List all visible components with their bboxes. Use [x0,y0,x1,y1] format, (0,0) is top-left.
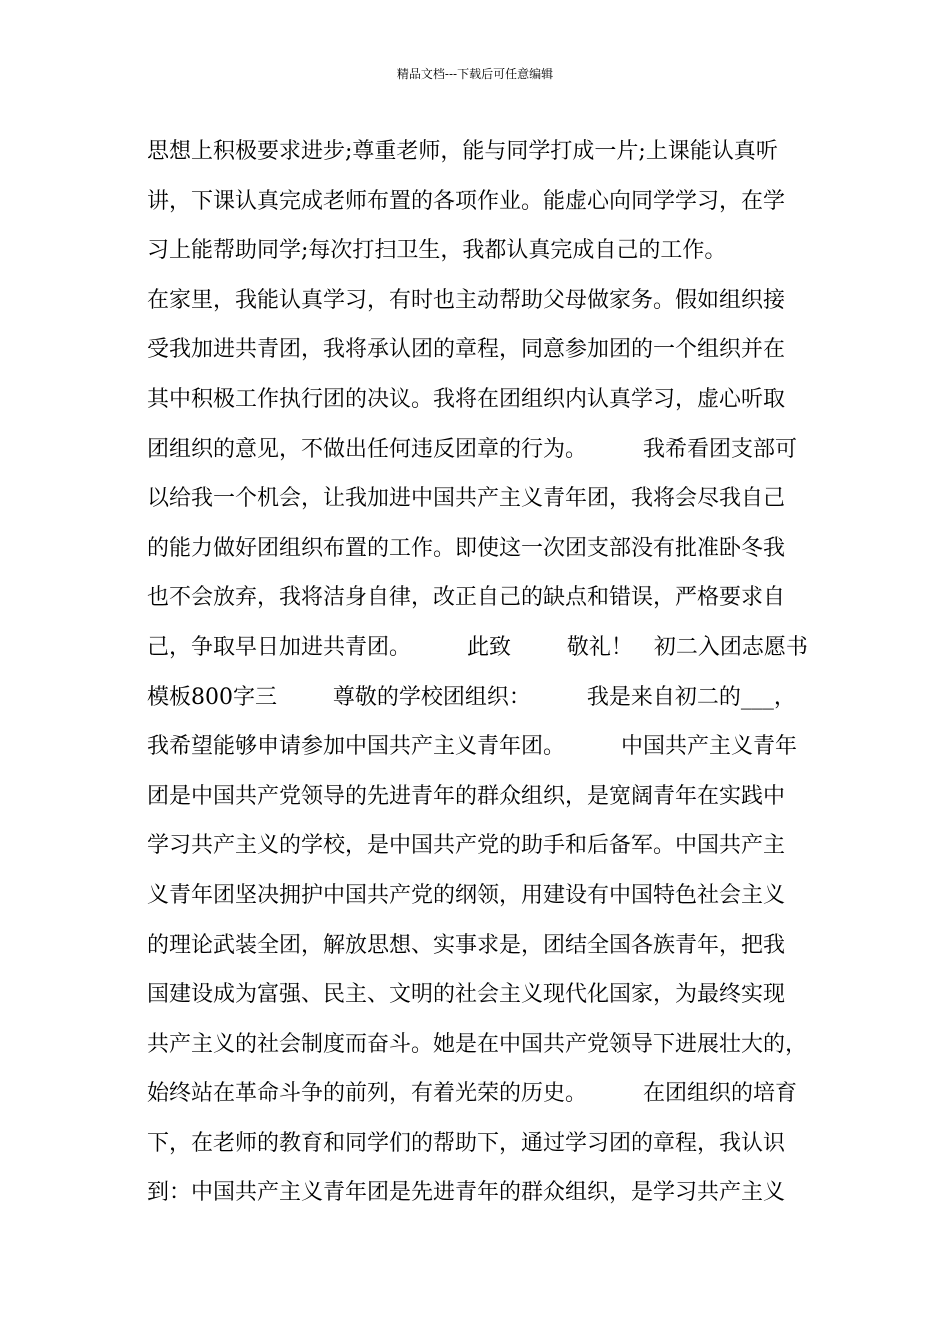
text-line: 到：中国共产主义青年团是先进青年的群众组织，是学习共产主义 [147,1180,786,1206]
text-line: 习上能帮助同学;每次打扫卫生，我都认真完成自己的工作。 [147,238,727,264]
text-line: 己，争取早日加进共青团。 此致 敬礼！ 初二入团志愿书 [147,634,808,660]
text-line: 也不会放弃，我将洁身自律，改正自己的缺点和错误，严格要求自 [147,585,786,611]
body-text [147,132,827,1223]
text-line: 团是中国共产党领导的先进青年的群众组织，是宽阔青年在实践中 [147,783,786,809]
text-line: 学习共产主义的学校，是中国共产党的助手和后备军。中国共产主 [147,833,786,859]
text-line: 团组织的意见，不做出任何违反团章的行为。 我希看团支部可 [147,436,797,462]
text-line: 受我加进共青团，我将承认团的章程，同意参加团的一个组织并在 [147,337,786,363]
text-line: 其中积极工作执行团的决议。我将在团组织内认真学习，虚心听取 [147,386,786,412]
text-line: 共产主义的社会制度而奋斗。她是在中国共产党领导下进展壮大的， [147,1031,808,1057]
text-line: 义青年团坚决拥护中国共产党的纲领，用建设有中国特色社会主义 [147,882,786,908]
text-line: 我希望能够申请参加中国共产主义青年团。 中国共产主义青年 [147,734,797,760]
text-line: 的理论武装全团，解放思想、实事求是，团结全国各族青年，把我 [147,932,786,958]
text-line: 以给我一个机会，让我加进中国共产主义青年团，我将会尽我自己 [147,486,786,512]
text-line: 国建设成为富强、民主、文明的社会主义现代化国家，为最终实现 [147,982,786,1008]
text-line: 模板800字三 尊敬的学校团组织： 我是来自初二的___， [147,684,796,710]
page-header: 精品文档---下载后可任意编辑 [396,67,554,81]
text-line: 下，在老师的教育和同学们的帮助下，通过学习团的章程，我认识 [147,1130,786,1156]
text-line: 讲，下课认真完成老师布置的各项作业。能虚心向同学学习，在学 [147,188,786,214]
text-line: 始终站在革命斗争的前列，有着光荣的历史。 在团组织的培育 [147,1081,797,1107]
text-line: 思想上积极要求进步;尊重老师，能与同学打成一片;上课能认真听 [147,139,778,164]
text-line: 在家里，我能认真学习，有时也主动帮助父母做家务。假如组织接 [147,287,786,313]
text-line: 的能力做好团组织布置的工作。即使这一次团支部没有批准卧冬我 [147,535,786,561]
